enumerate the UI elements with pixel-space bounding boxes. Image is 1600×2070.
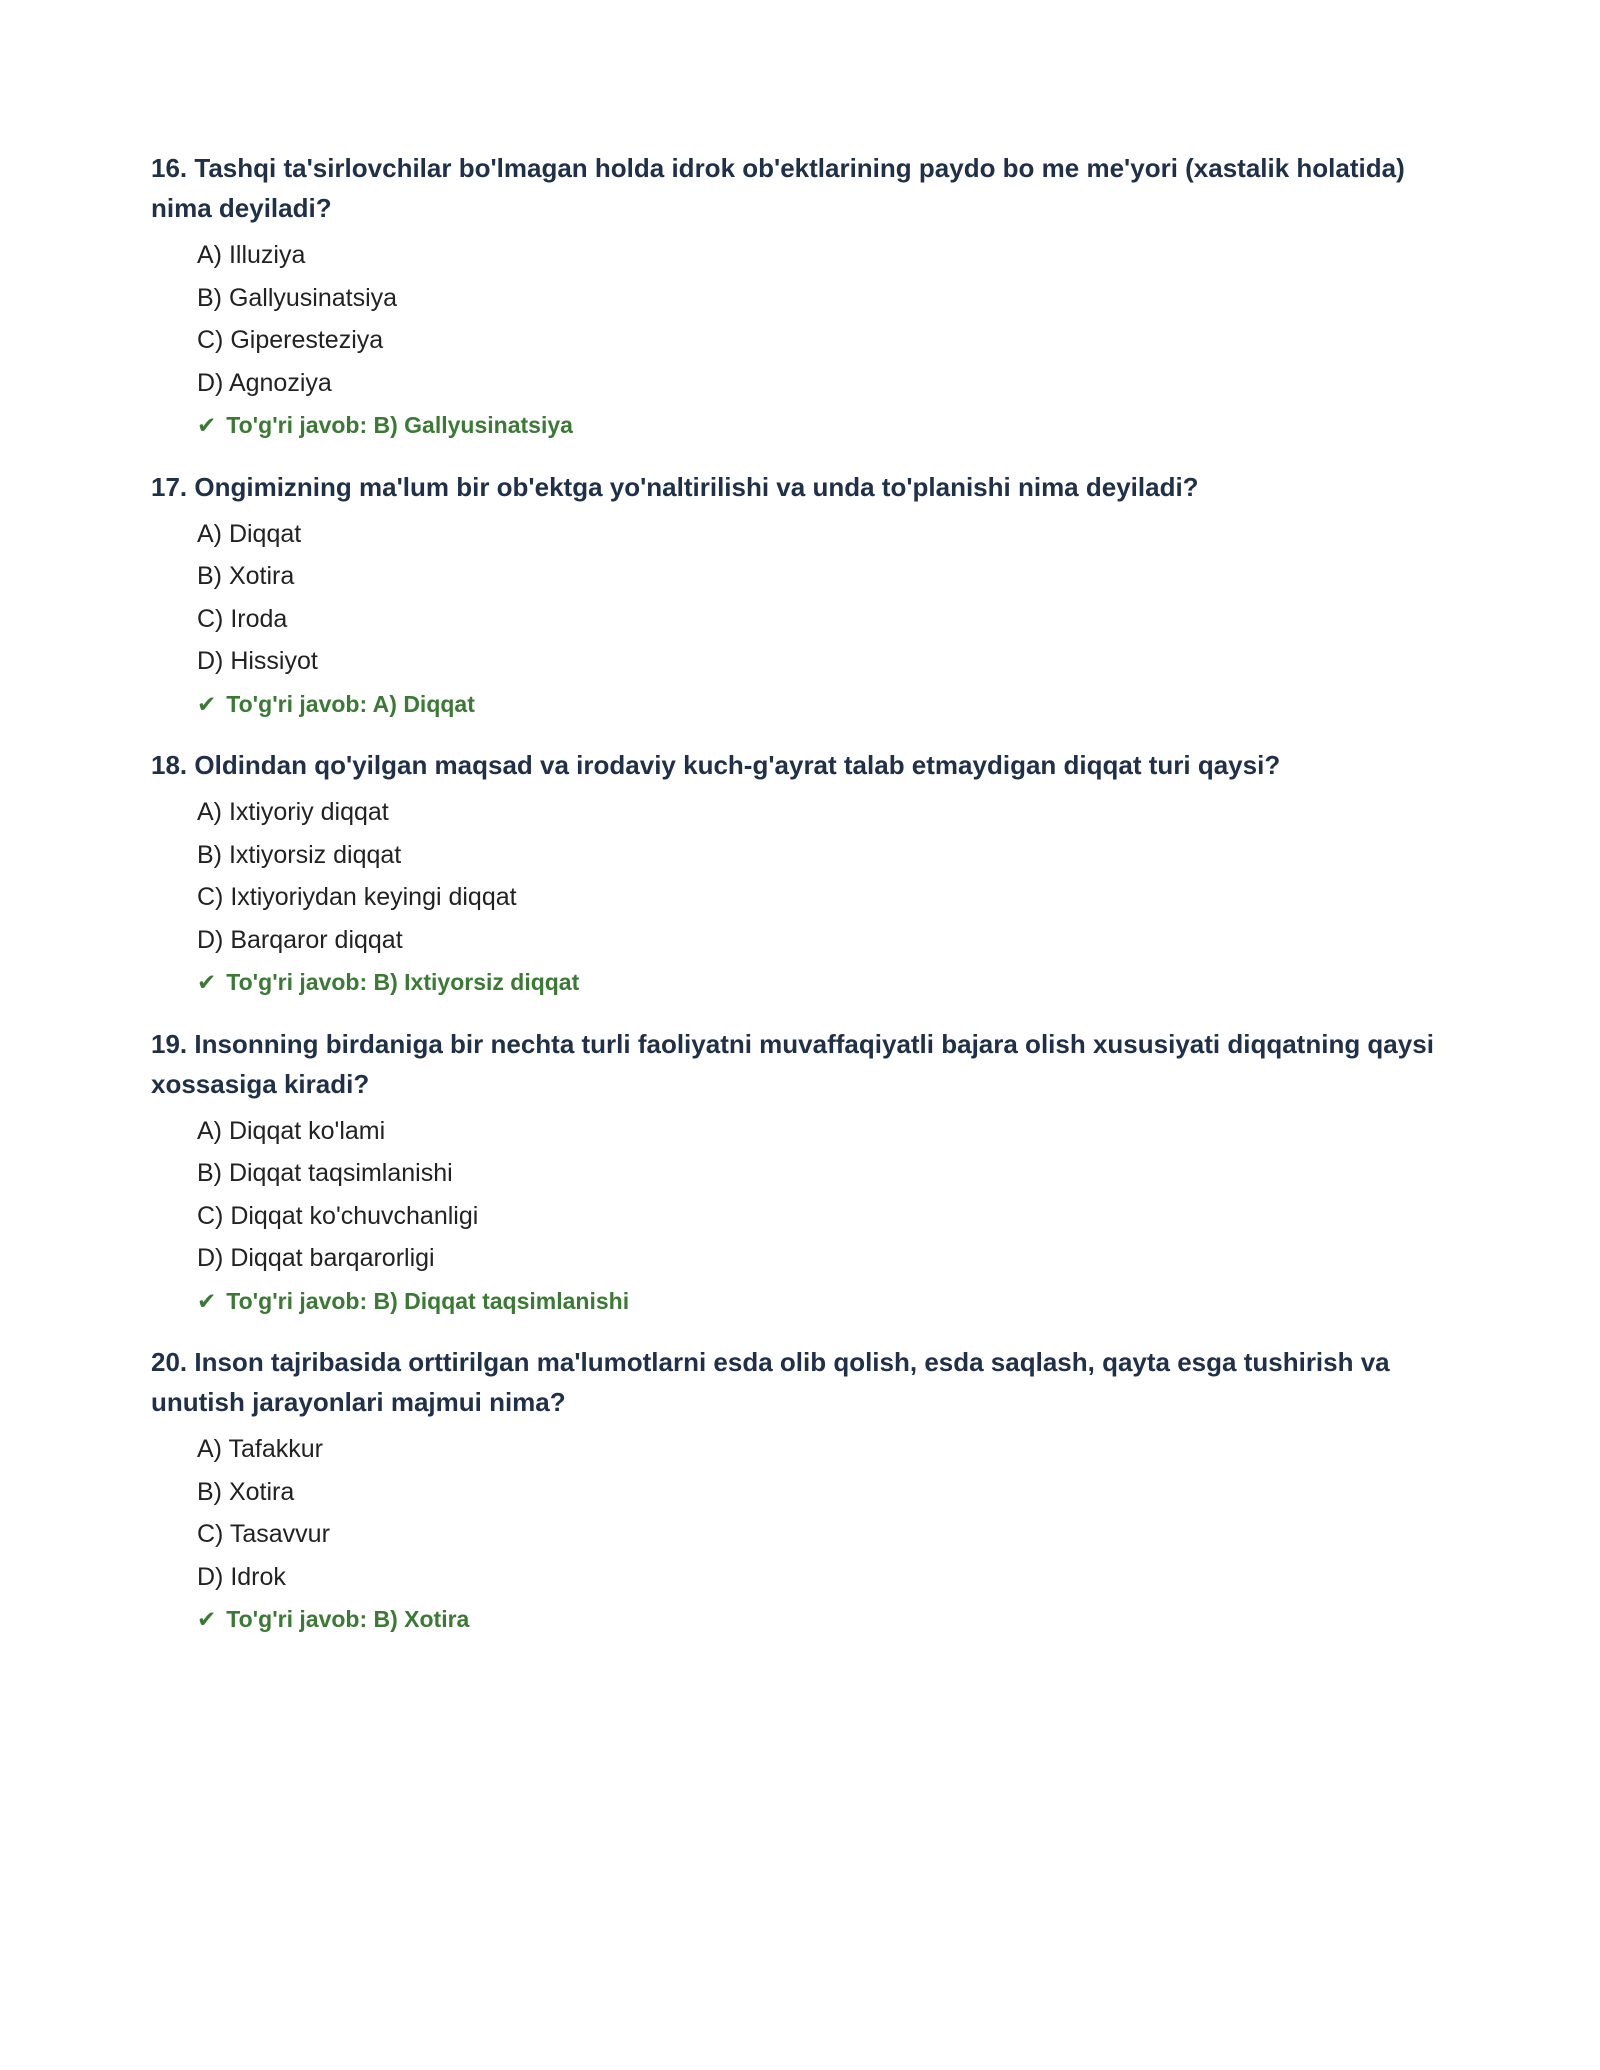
option-b: B) Xotira	[197, 1477, 295, 1506]
correct-answer-text: To'g'ri javob: B) Xotira	[226, 1606, 470, 1632]
correct-answer	[151, 404, 1451, 447]
question-block-17	[151, 467, 1451, 726]
option-a: A) Ixtiyoriy diqqat	[197, 798, 389, 826]
option-b: B) Diqqat taqsimlanishi	[197, 1159, 453, 1187]
correct-answer-text: To'g'ri javob: A) Diqqat	[226, 690, 475, 717]
correct-answer-text: To'g'ri javob: B) Ixtiyorsiz diqqat	[226, 969, 580, 995]
correct-answer	[151, 1280, 1451, 1323]
checkmark-icon: ✔	[197, 1606, 217, 1632]
option-a: A) Illuziya	[197, 241, 306, 269]
options-list	[151, 1110, 1451, 1280]
correct-answer	[151, 1598, 1451, 1641]
option-d: D) Diqqat barqarorligi	[197, 1244, 435, 1272]
options-list	[151, 791, 1451, 961]
option-b: B) Xotira	[197, 562, 295, 590]
correct-answer-text: To'g'ri javob: B) Gallyusinatsiya	[226, 412, 573, 438]
question-text: 16. Tashqi ta'sirlovchilar bo'lmagan holda idrok ob'ektlarining paydo bo me me'yori (xastalik holatida) nima deyiladi?	[151, 153, 1405, 223]
option-b: B) Ixtiyorsiz diqqat	[197, 840, 402, 869]
option-c: C) Ixtiyoriydan keyingi diqqat	[197, 883, 517, 911]
option-d: D) Agnoziya	[197, 368, 332, 397]
checkmark-icon: ✔	[197, 969, 217, 995]
option-a: A) Diqqat ko'lami	[197, 1116, 386, 1145]
checkmark-icon: ✔	[197, 1287, 217, 1314]
option-c: C) Tasavvur	[197, 1520, 330, 1548]
question-block-18	[151, 745, 1451, 1004]
correct-answer-text: To'g'ri javob: B) Diqqat taqsimlanishi	[226, 1287, 630, 1314]
correct-answer	[151, 961, 1451, 1004]
checkmark-icon: ✔	[197, 412, 217, 438]
options-list	[151, 234, 1451, 404]
question-block-20	[151, 1342, 1451, 1641]
question-block-16	[151, 148, 1451, 447]
options-list	[151, 513, 1451, 683]
question-block-19	[151, 1024, 1451, 1323]
options-list	[151, 1428, 1451, 1598]
option-c: C) Diqqat ko'chuvchanligi	[197, 1201, 479, 1230]
question-text: 18. Oldindan qo'yilgan maqsad va irodaviy kuch-g'ayrat talab etmaydigan diqqat turi qaysi?	[151, 750, 1281, 780]
option-b: B) Gallyusinatsiya	[197, 283, 398, 312]
option-a: A) Diqqat	[197, 519, 302, 548]
option-a: A) Tafakkur	[197, 1435, 323, 1463]
checkmark-icon: ✔	[197, 690, 217, 717]
correct-answer	[151, 683, 1451, 726]
quiz-page	[151, 148, 1451, 1661]
question-text: 20. Inson tajribasida orttirilgan ma'lumotlarni esda olib qolish, esda saqlash, qayta esga tushirish va unutish jarayonlari majmui nima?	[151, 1347, 1390, 1417]
option-d: D) Barqaror diqqat	[197, 925, 403, 954]
question-text: 17. Ongimizning ma'lum bir ob'ektga yo'naltirilishi va unda to'planishi nima deyiladi?	[151, 471, 1199, 502]
option-c: C) Giperesteziya	[197, 326, 384, 354]
question-text: 19. Insonning birdaniga bir nechta turli faoliyatni muvaffaqiyatli bajara olish xususiyati diqqatning qaysi xossasiga kiradi?	[151, 1028, 1434, 1099]
option-c: C) Iroda	[197, 604, 288, 633]
option-d: D) Hissiyot	[197, 647, 318, 675]
option-d: D) Idrok	[197, 1562, 286, 1591]
